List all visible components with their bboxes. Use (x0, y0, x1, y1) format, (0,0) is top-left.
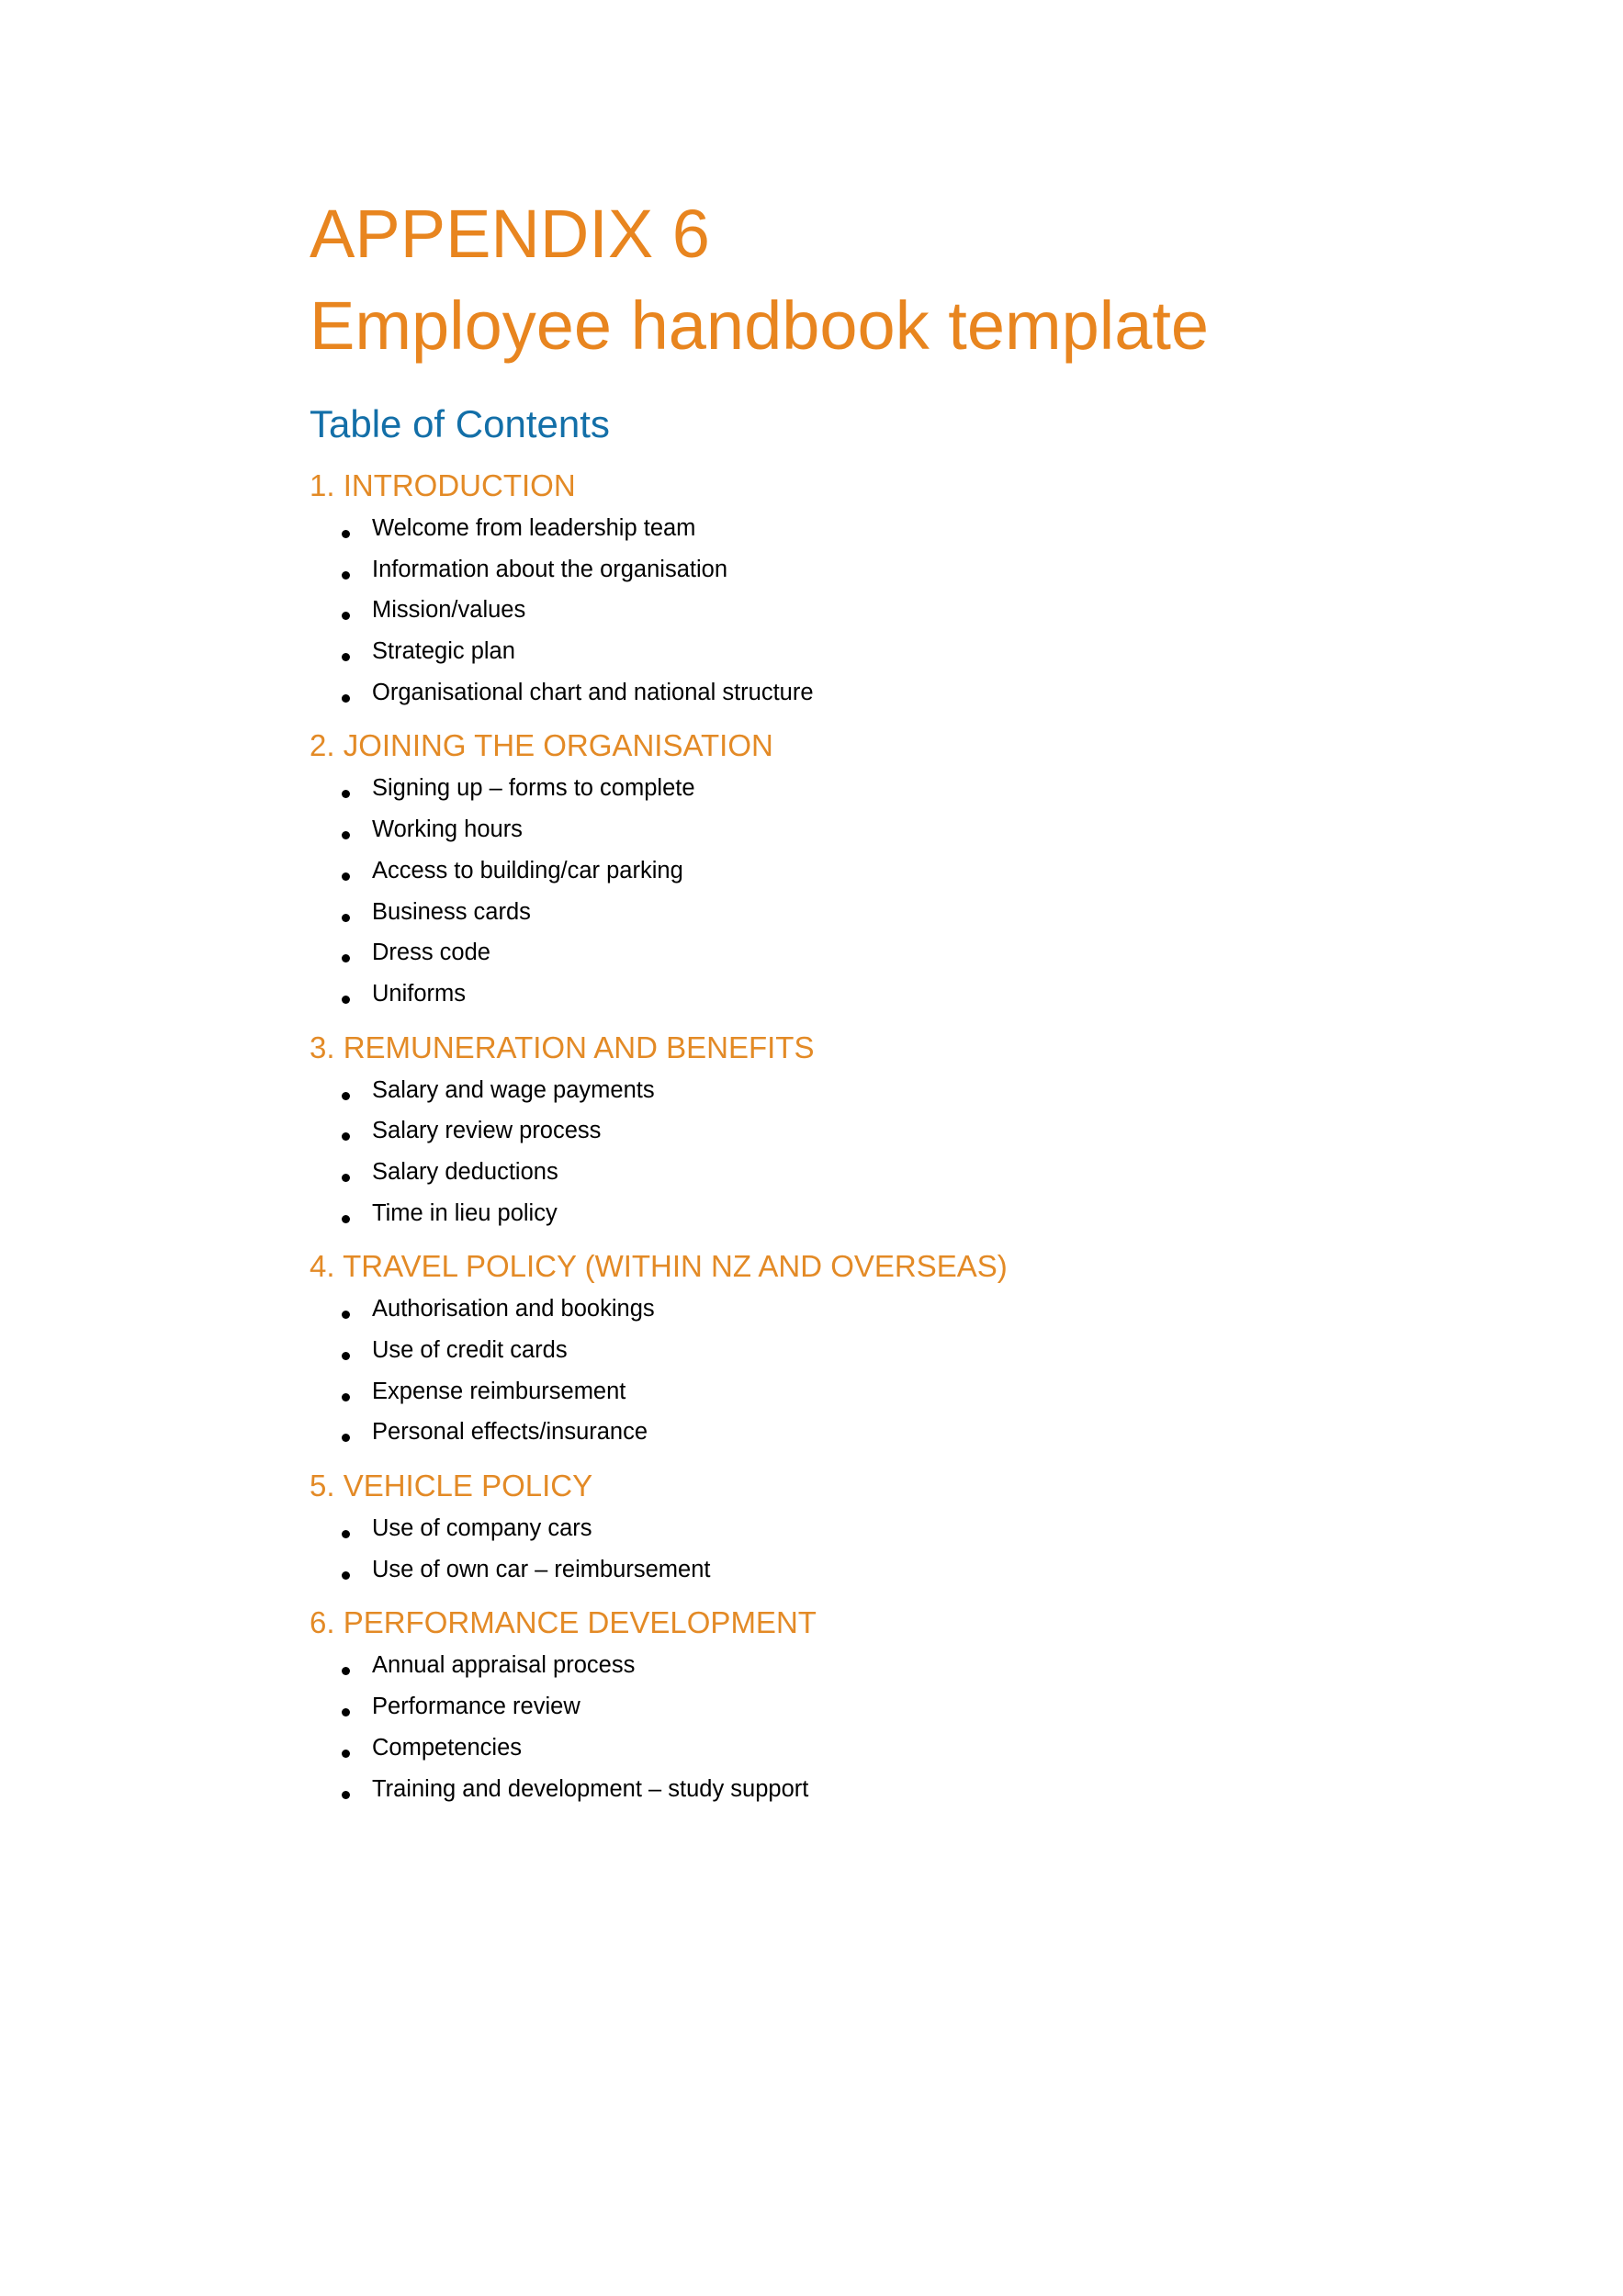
section-heading: 2. JOINING THE ORGANISATION (310, 728, 773, 763)
list-item-text: Dress code (372, 940, 490, 966)
list-item (310, 1152, 1412, 1193)
list-item (310, 850, 1412, 892)
bullet-icon (342, 1174, 350, 1182)
list-item (310, 1645, 1412, 1686)
list-item (310, 1070, 1412, 1111)
table-of-contents-heading: Table of Contents (310, 402, 610, 445)
list-item-text: Use of own car – reimbursement (372, 1556, 711, 1582)
bullet-icon (342, 1530, 350, 1538)
document-title: Employee handbook template (310, 287, 1210, 364)
section-item-list (310, 1645, 1412, 1809)
bullet-icon (342, 1393, 350, 1401)
appendix-title: APPENDIX 6 (310, 196, 710, 272)
list-item-text: Welcome from leadership team (372, 515, 696, 541)
list-item-text: Strategic plan (372, 638, 515, 665)
list-item (310, 974, 1412, 1015)
list-item (310, 1508, 1412, 1549)
bullet-icon (342, 653, 350, 661)
bullet-icon (342, 1215, 350, 1223)
list-item-text: Working hours (372, 816, 523, 843)
list-item-text: Access to building/car parking (372, 857, 683, 884)
list-item-text: Competencies (372, 1734, 522, 1761)
bullet-icon (342, 954, 350, 962)
section-item-list (310, 768, 1412, 1014)
list-item (310, 932, 1412, 974)
section-heading: 3. REMUNERATION AND BENEFITS (310, 1030, 815, 1064)
list-item (310, 1330, 1412, 1371)
bullet-icon (342, 790, 350, 798)
list-item (310, 768, 1412, 809)
section-heading: 4. TRAVEL POLICY (WITHIN NZ AND OVERSEAS) (310, 1249, 1008, 1284)
bullet-icon (342, 530, 350, 538)
bullet-icon (342, 1750, 350, 1758)
list-item (310, 1686, 1412, 1728)
bullet-icon (342, 872, 350, 881)
list-item-text: Mission/values (372, 597, 526, 624)
list-item (310, 672, 1412, 714)
list-item (310, 809, 1412, 850)
list-item (310, 1728, 1412, 1769)
bullet-icon (342, 1571, 350, 1580)
bullet-icon (342, 612, 350, 620)
list-item-text: Performance review (372, 1694, 580, 1720)
list-item-text: Use of credit cards (372, 1337, 568, 1363)
list-item-text: Time in lieu policy (372, 1199, 558, 1226)
list-item-text: Annual appraisal process (372, 1652, 636, 1679)
bullet-icon (342, 1092, 350, 1100)
list-item-text: Salary deductions (372, 1158, 558, 1185)
list-item (310, 590, 1412, 631)
list-item-text: Salary review process (372, 1118, 602, 1144)
list-item-text: Business cards (372, 898, 531, 925)
list-item-text: Signing up – forms to complete (372, 775, 695, 802)
section-item-list (310, 1070, 1412, 1234)
list-item (310, 508, 1412, 549)
list-item (310, 631, 1412, 672)
bullet-icon (342, 1791, 350, 1799)
bullet-icon (342, 831, 350, 839)
list-item-text: Expense reimbursement (372, 1378, 626, 1404)
list-item (310, 1769, 1412, 1810)
bullet-icon (342, 1311, 350, 1319)
section-heading: 1. INTRODUCTION (310, 468, 576, 502)
list-item-text: Uniforms (372, 980, 467, 1007)
section-item-list (310, 1289, 1412, 1453)
list-item (310, 1371, 1412, 1412)
list-item (310, 892, 1412, 933)
bullet-icon (342, 1434, 350, 1442)
list-item-text: Salary and wage payments (372, 1076, 655, 1103)
list-item (310, 1110, 1412, 1152)
list-item (310, 1193, 1412, 1234)
section-heading: 6. PERFORMANCE DEVELOPMENT (310, 1605, 817, 1640)
list-item (310, 1412, 1412, 1453)
toc-section-travel-policy (310, 1246, 1412, 1453)
toc-section-performance-development (310, 1603, 1412, 1809)
page-content (310, 188, 1412, 1809)
toc-section-introduction (310, 466, 1412, 713)
list-item-text: Training and development – study support (372, 1775, 809, 1802)
bullet-icon (342, 996, 350, 1004)
bullet-icon (342, 1708, 350, 1716)
bullet-icon (342, 571, 350, 580)
bullet-icon (342, 1667, 350, 1675)
toc-section-joining (310, 726, 1412, 1014)
list-item-text: Authorisation and bookings (372, 1296, 655, 1322)
list-item-text: Use of company cars (372, 1515, 592, 1542)
toc-section-vehicle-policy (310, 1466, 1412, 1590)
list-item (310, 1549, 1412, 1591)
bullet-icon (342, 914, 350, 922)
section-item-list (310, 1508, 1412, 1590)
table-of-contents (310, 466, 1412, 1809)
toc-section-remuneration (310, 1028, 1412, 1234)
section-heading: 5. VEHICLE POLICY (310, 1469, 593, 1503)
section-item-list (310, 508, 1412, 713)
list-item (310, 549, 1412, 591)
list-item (310, 1289, 1412, 1330)
list-item-text: Personal effects/insurance (372, 1419, 648, 1446)
bullet-icon (342, 694, 350, 703)
bullet-icon (342, 1352, 350, 1360)
bullet-icon (342, 1132, 350, 1141)
list-item-text: Information about the organisation (372, 556, 728, 582)
list-item-text: Organisational chart and national structure (372, 679, 814, 705)
